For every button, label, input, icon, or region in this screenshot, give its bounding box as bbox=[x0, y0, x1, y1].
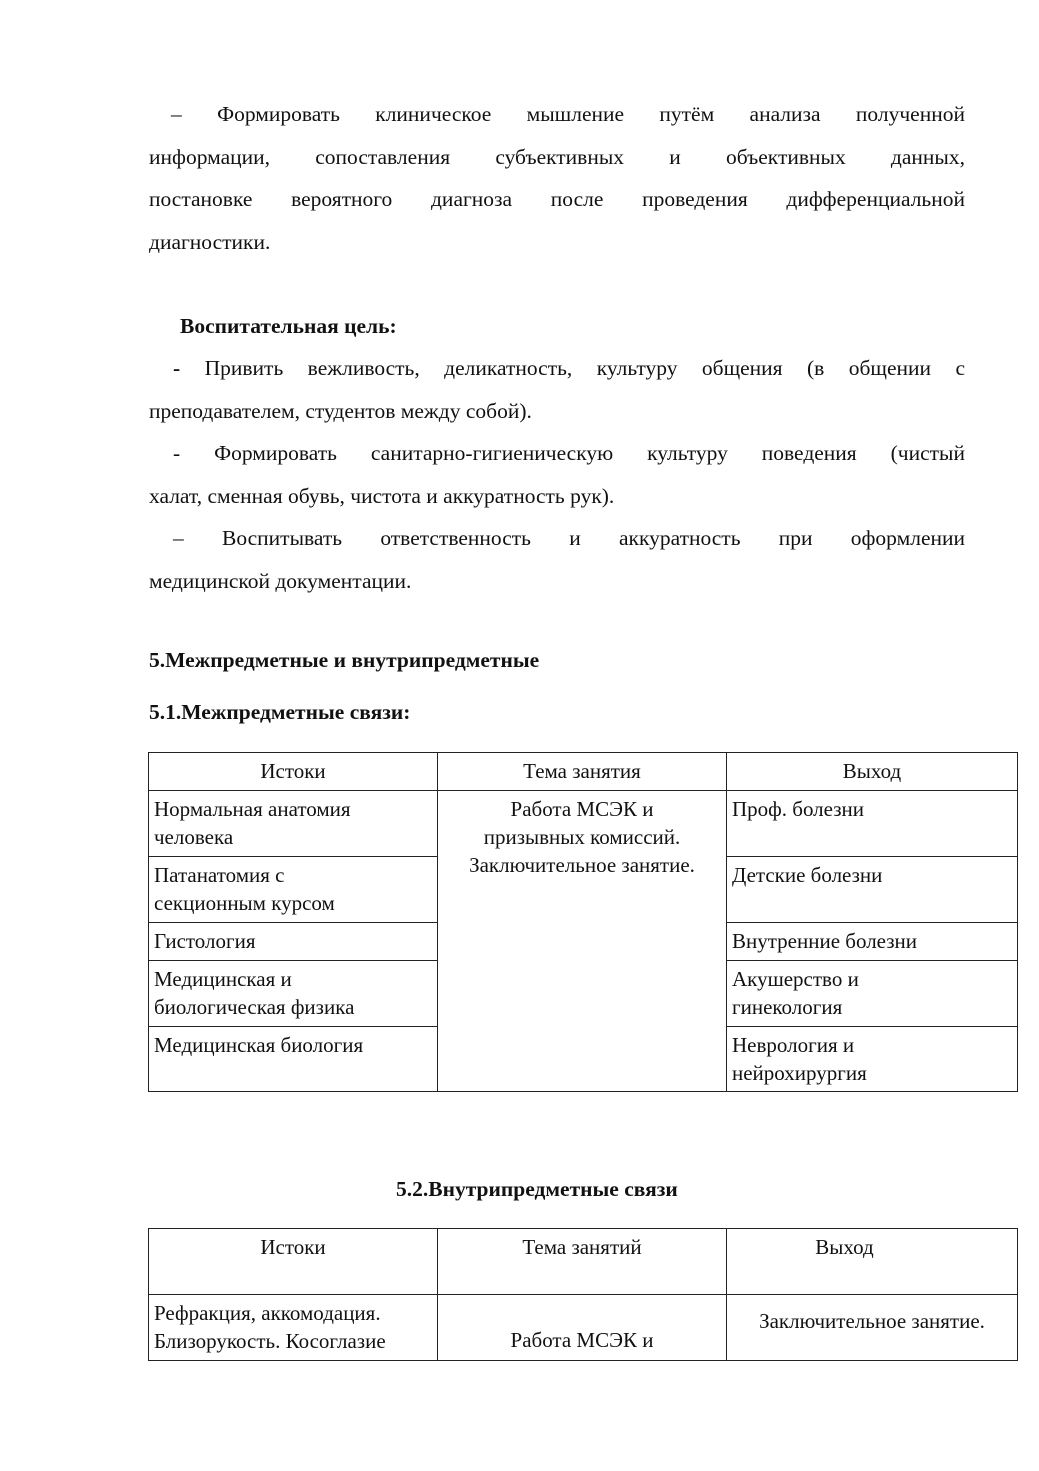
topic-cell: Работа МСЭК и призывных комиссий. Заключительное занятие. bbox=[438, 791, 727, 1092]
table-header-row bbox=[149, 753, 1018, 791]
table-row bbox=[149, 1295, 1018, 1361]
educational-goal-item bbox=[149, 517, 965, 602]
clinical-thinking-paragraph bbox=[149, 93, 965, 263]
table-header-row bbox=[149, 1229, 1018, 1295]
source-cell: Патанатомия с секционным курсом bbox=[149, 857, 438, 923]
topic-cell: Работа МСЭК и bbox=[438, 1295, 727, 1361]
header-topic: Тема занятия bbox=[438, 753, 727, 791]
paragraph-line: диагностики. bbox=[149, 229, 271, 254]
output-cell: Заключительное занятие. bbox=[727, 1295, 1018, 1361]
header-topic: Тема занятий bbox=[438, 1229, 727, 1295]
paragraph-line: - Формировать санитарно-гигиеническую культуру поведения (чистый bbox=[173, 441, 965, 465]
source-cell: Медицинская и биологическая физика bbox=[149, 961, 438, 1027]
output-cell: Детские болезни bbox=[727, 857, 1018, 923]
educational-goal-item bbox=[149, 347, 965, 432]
output-cell: Проф. болезни bbox=[727, 791, 1018, 857]
paragraph-line: информации, сопоставления субъективных и объективных данных, bbox=[149, 144, 965, 169]
paragraph-line: халат, сменная обувь, чистота и аккуратность рук). bbox=[149, 483, 615, 508]
source-cell: Рефракция, аккомодация. Близорукость. Косоглазие bbox=[149, 1295, 438, 1361]
header-sources: Истоки bbox=[149, 753, 438, 791]
header-sources: Истоки bbox=[149, 1229, 438, 1295]
source-cell: Нормальная анатомия человека bbox=[149, 791, 438, 857]
source-cell: Медицинская биология bbox=[149, 1027, 438, 1092]
list-marker: - bbox=[173, 441, 181, 465]
educational-goal-title: Воспитательная цель: bbox=[180, 314, 397, 338]
output-cell: Неврология и нейрохирургия bbox=[727, 1027, 1018, 1092]
header-output: Выход bbox=[727, 1229, 1018, 1295]
table-row bbox=[149, 791, 1018, 857]
header-output: Выход bbox=[727, 753, 1018, 791]
paragraph-line: преподавателем, студентов между собой). bbox=[149, 398, 532, 423]
paragraph-line: постановке вероятного диагноза после проведения дифференциальной bbox=[149, 187, 965, 211]
interdisciplinary-table bbox=[148, 752, 1018, 1092]
section-5-2-title: 5.2.Внутрипредметные связи bbox=[396, 1177, 678, 1201]
section-5-1-title: 5.1.Межпредметные связи: bbox=[149, 700, 411, 724]
paragraph-line: – Формировать клиническое мышление путём анализа полученной bbox=[171, 102, 965, 126]
list-marker: - bbox=[173, 356, 181, 380]
source-cell: Гистология bbox=[149, 923, 438, 961]
paragraph-line: медицинской документации. bbox=[149, 568, 412, 593]
paragraph-line: - Привить вежливость, деликатность, культуру общения (в общении с bbox=[173, 356, 965, 380]
output-cell: Акушерство и гинекология bbox=[727, 961, 1018, 1027]
list-marker: – bbox=[173, 526, 184, 550]
intradisciplinary-table bbox=[148, 1228, 1018, 1361]
paragraph-line: – Воспитывать ответственность и аккуратность при оформлении bbox=[173, 526, 966, 550]
section-5-title: 5.Межпредметные и внутрипредметные bbox=[149, 648, 540, 672]
educational-goal-item bbox=[149, 432, 965, 517]
output-cell: Внутренние болезни bbox=[727, 923, 1018, 961]
